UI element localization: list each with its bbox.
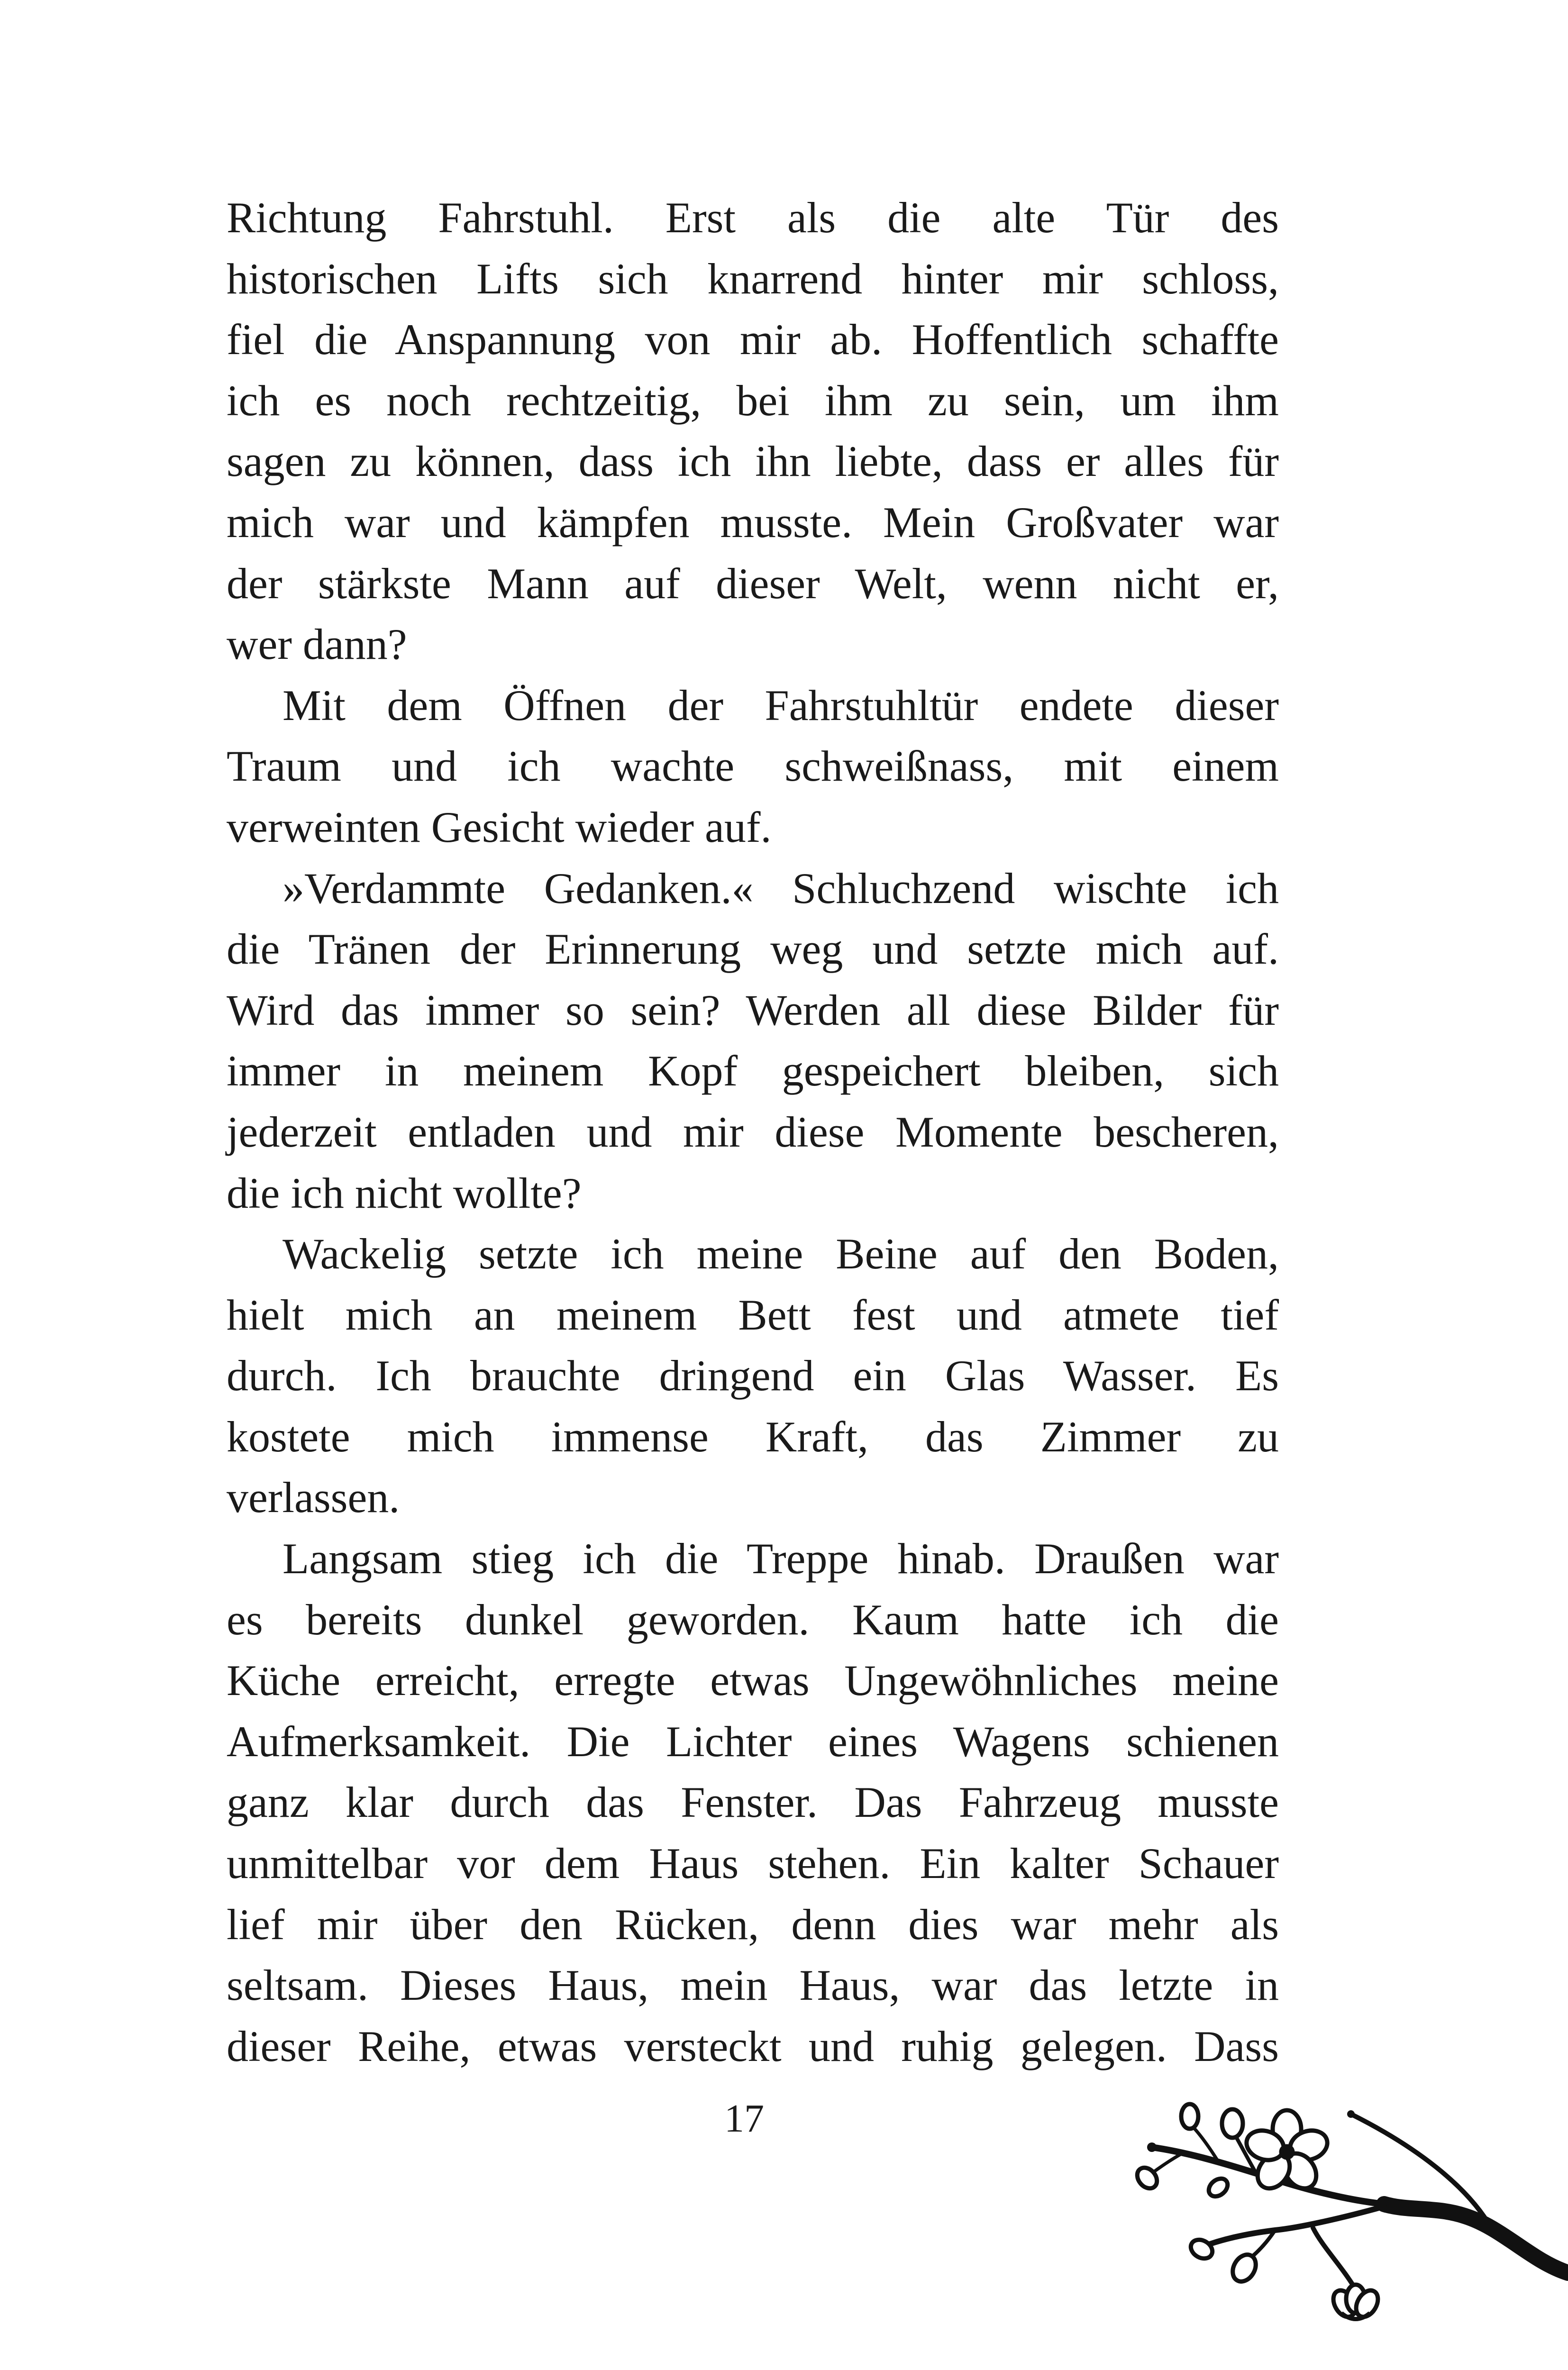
text-line: fiel die Anspannung von mir ab. Hoffentlich schaffte bbox=[227, 315, 1279, 364]
text-line: Langsam stieg ich die Treppe hinab. Draußen war bbox=[283, 1534, 1279, 1583]
text-line: durch. Ich brauchte dringend ein Glas Wasser. Es bbox=[227, 1351, 1279, 1400]
text-line: seltsam. Dieses Haus, mein Haus, war das letzte in bbox=[227, 1961, 1279, 2010]
text-line: mich war und kämpfen musste. Mein Großvater war bbox=[227, 498, 1279, 547]
text-line: verweinten Gesicht wieder auf. bbox=[227, 802, 772, 851]
text-line: Richtung Fahrstuhl. Erst als die alte Tür des bbox=[227, 193, 1279, 242]
text-line: verlassen. bbox=[227, 1473, 400, 1522]
text-line: Wird das immer so sein? Werden all diese Bilder für bbox=[227, 985, 1279, 1034]
text-line: sagen zu können, dass ich ihn liebte, dass er alles für bbox=[227, 437, 1279, 486]
text-line: unmittelbar vor dem Haus stehen. Ein kalter Schauer bbox=[227, 1839, 1279, 1888]
text-line: Mit dem Öffnen der Fahrstuhltür endete dieser bbox=[283, 681, 1279, 729]
text-line: jederzeit entladen und mir diese Momente bescheren, bbox=[227, 1107, 1279, 1156]
text-line: kostete mich immense Kraft, das Zimmer zu bbox=[227, 1412, 1279, 1461]
cherry-blossom-branch-icon bbox=[1076, 2086, 1568, 2351]
text-line: »Verdammte Gedanken.« Schluchzend wischte ich bbox=[283, 864, 1279, 912]
text-line: immer in meinem Kopf gespeichert bleiben, sich bbox=[227, 1047, 1279, 1095]
text-line: Wackelig setzte ich meine Beine auf den Boden, bbox=[283, 1230, 1279, 1278]
body-text bbox=[227, 187, 1279, 2077]
text-line: dieser Reihe, etwas versteckt und ruhig gelegen. Dass bbox=[227, 2022, 1279, 2070]
text-line: die Tränen der Erinnerung weg und setzte mich auf. bbox=[227, 925, 1279, 974]
text-line: hielt mich an meinem Bett fest und atmete tief bbox=[227, 1290, 1279, 1339]
text-line: Traum und ich wachte schweißnass, mit einem bbox=[227, 742, 1279, 791]
text-line: wer dann? bbox=[227, 620, 407, 669]
text-line: ich es noch rechtzeitig, bei ihm zu sein, um ihm bbox=[227, 376, 1279, 425]
text-line: Küche erreicht, erregte etwas Ungewöhnliches meine bbox=[227, 1656, 1279, 1705]
text-line: der stärkste Mann auf dieser Welt, wenn nicht er, bbox=[227, 559, 1279, 608]
text-line: historischen Lifts sich knarrend hinter mir schloss, bbox=[227, 254, 1279, 303]
text-line: es bereits dunkel geworden. Kaum hatte ich die bbox=[227, 1595, 1279, 1644]
text-line: die ich nicht wollte? bbox=[227, 1168, 582, 1217]
text-line: ganz klar durch das Fenster. Das Fahrzeug musste bbox=[227, 1778, 1279, 1827]
text-line: lief mir über den Rücken, denn dies war mehr als bbox=[227, 1900, 1279, 1949]
page-number: 17 bbox=[724, 2097, 764, 2141]
text-line: Aufmerksamkeit. Die Lichter eines Wagens schienen bbox=[227, 1717, 1279, 1766]
